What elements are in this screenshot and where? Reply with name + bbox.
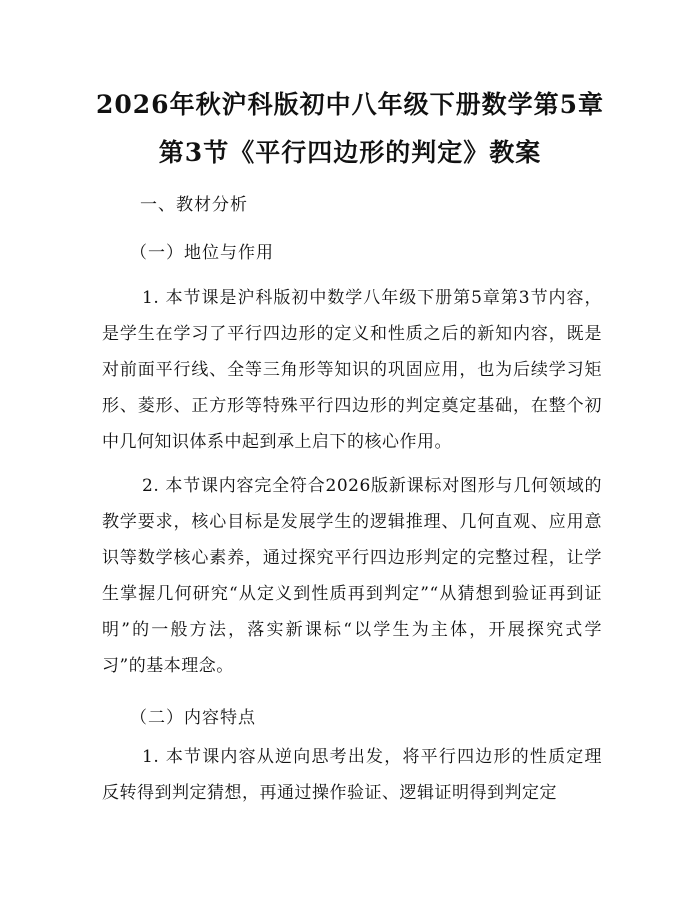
document-title-line-1: 2026年秋沪科版初中八年级下册数学第5章 xyxy=(96,90,604,119)
paragraph-2: 2. 本节课内容完全符合2026版新课标对图形与几何领域的教学要求，核心目标是发展学生的逻辑推理、几何直观、应用意识等数学核心素养，通过探究平行四边形判定的完整过程，让学生掌握几何研究“从定义到性质再到判定”“从猜想到验证再到证明”的一般方法，落实新课标“以学生为主体，开展探究式学习”的基本理念。 xyxy=(102,476,602,676)
paragraph-3: 1. 本节课内容从逆向思考出发，将平行四边形的性质定理反转得到判定猜想，再通过操作验证、逻辑证明得到判定定 xyxy=(102,747,602,803)
section-heading-textbook-analysis: 一、教材分析 xyxy=(140,195,248,215)
paragraph-1: 1. 本节课是沪科版初中数学八年级下册第5章第3节内容，是学生在学习了平行四边形的定义和性质之后的新知内容，既是对前面平行线、全等三角形等知识的巩固应用，也为后续学习矩形、菱形、正方形等特殊平行四边形的判定奠定基础，在整个初中几何知识体系中起到承上启下的核心作用。 xyxy=(102,288,602,452)
subsection-heading-role: （一）地位与作用 xyxy=(130,243,274,263)
subsection-heading-content-features: （二）内容特点 xyxy=(130,708,256,728)
document-title-line-2: 第3节《平行四边形的判定》教案 xyxy=(158,138,542,167)
